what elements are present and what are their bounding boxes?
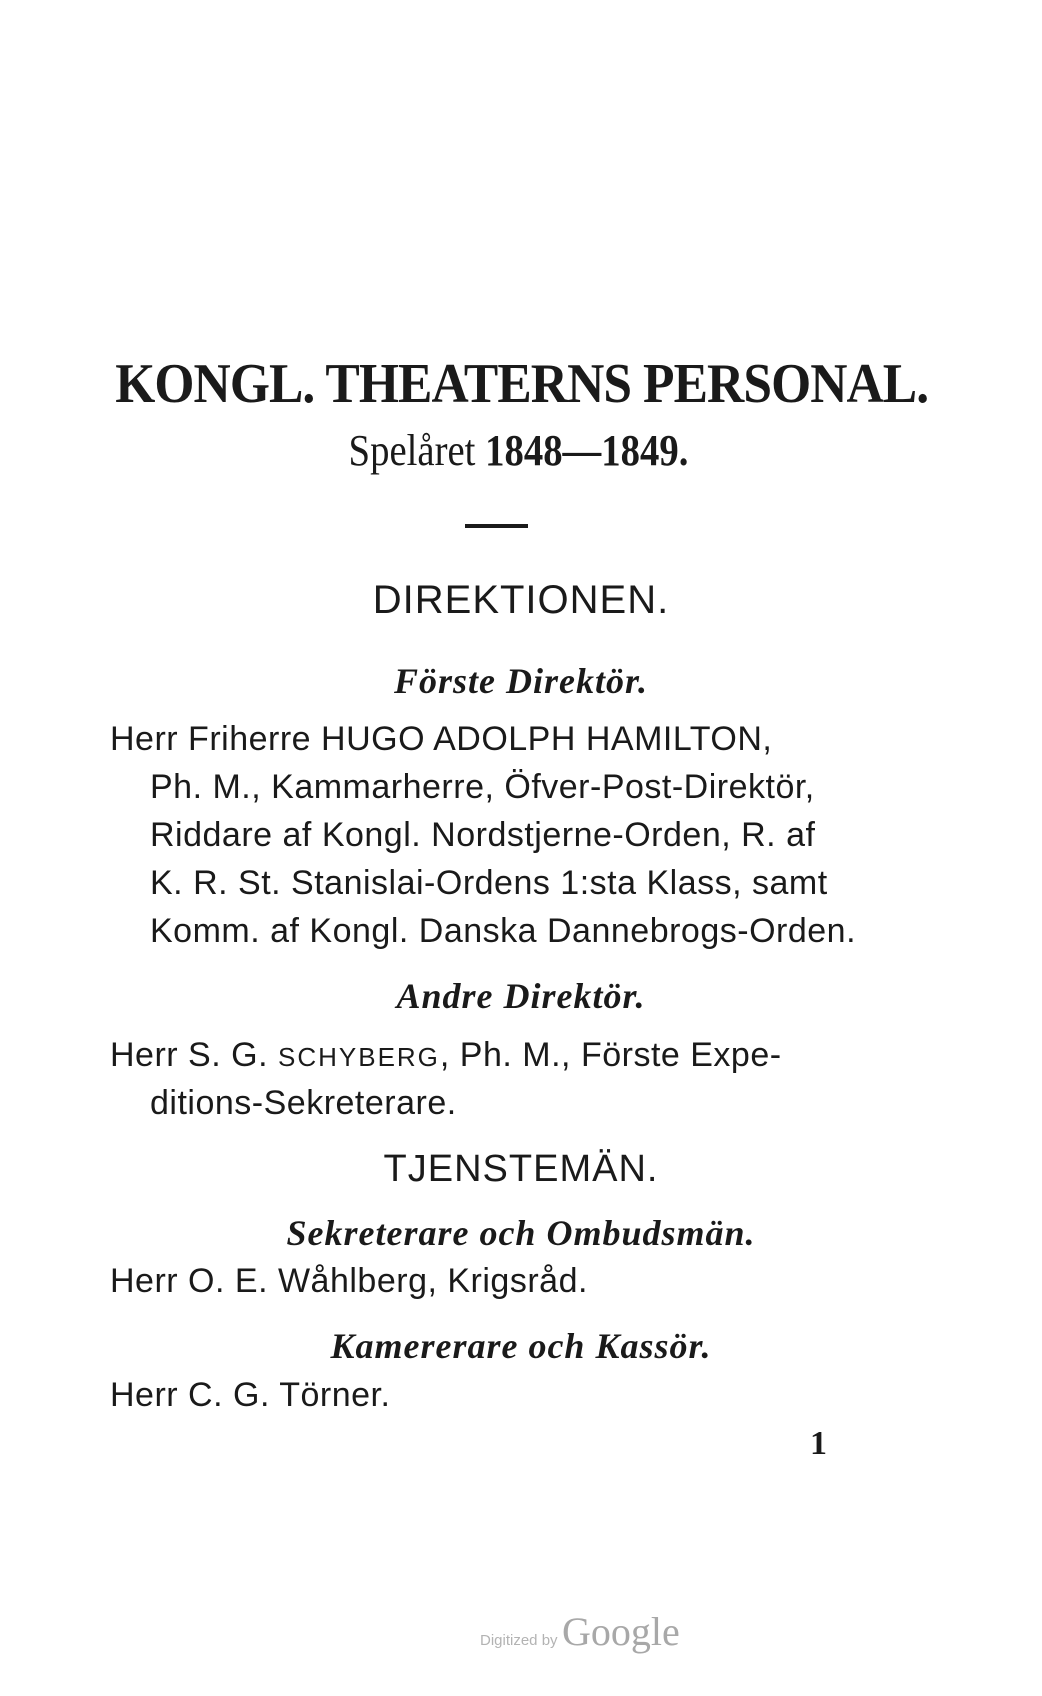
kamererare-person: Herr C. G. Törner. — [110, 1376, 391, 1414]
andre-direktor-suffix: , Ph. M., Förste Expe- — [439, 1036, 782, 1074]
role-kamererare: Kamererare och Kassör. — [330, 1326, 712, 1366]
watermark-brand: Google — [562, 1609, 680, 1654]
subtitle-years: 1848—1849. — [485, 426, 689, 475]
digitized-watermark — [480, 1608, 680, 1655]
page-title: KONGL. THEATERNS PERSONAL. — [115, 353, 929, 415]
forste-direktor-line-1: Herr Friherre HUGO ADOLPH HAMILTON, — [110, 720, 773, 758]
forste-direktor-line-5: Komm. af Kongl. Danska Dannebrogs-Orden. — [150, 912, 857, 950]
role-sekreterare: Sekreterare och Ombudsmän. — [286, 1213, 756, 1253]
role-andre-direktor: Andre Direktör. — [396, 976, 646, 1016]
sekreterare-person: Herr O. E. Wåhlberg, Krigsråd. — [110, 1262, 588, 1300]
forste-direktor-line-2: Ph. M., Kammarherre, Öfver-Post-Direktör, — [150, 768, 815, 806]
page-number: 1 — [810, 1425, 827, 1462]
section-heading-direktionen: DIREKTIONEN. — [372, 578, 670, 622]
forste-direktor-line-3: Riddare af Kongl. Nordstjerne-Orden, R. af — [150, 816, 816, 854]
role-forste-direktor: Förste Direktör. — [393, 661, 649, 701]
title-divider — [465, 524, 528, 528]
page-subtitle — [60, 425, 977, 476]
andre-direktor-prefix: Herr S. G. — [110, 1036, 269, 1074]
andre-direktor-surname: SCHYBERG — [277, 1042, 440, 1072]
forste-direktor-line-4: K. R. St. Stanislai-Ordens 1:sta Klass, samt — [150, 864, 828, 902]
watermark-digitized-text: Digitized by — [480, 1632, 558, 1649]
andre-direktor-line-2: ditions-Sekreterare. — [150, 1084, 457, 1122]
andre-direktor-line-1 — [110, 1036, 782, 1075]
subtitle-prefix: Spelåret — [348, 426, 476, 475]
section-heading-tjensteman: TJENSTEMÄN. — [383, 1148, 659, 1190]
